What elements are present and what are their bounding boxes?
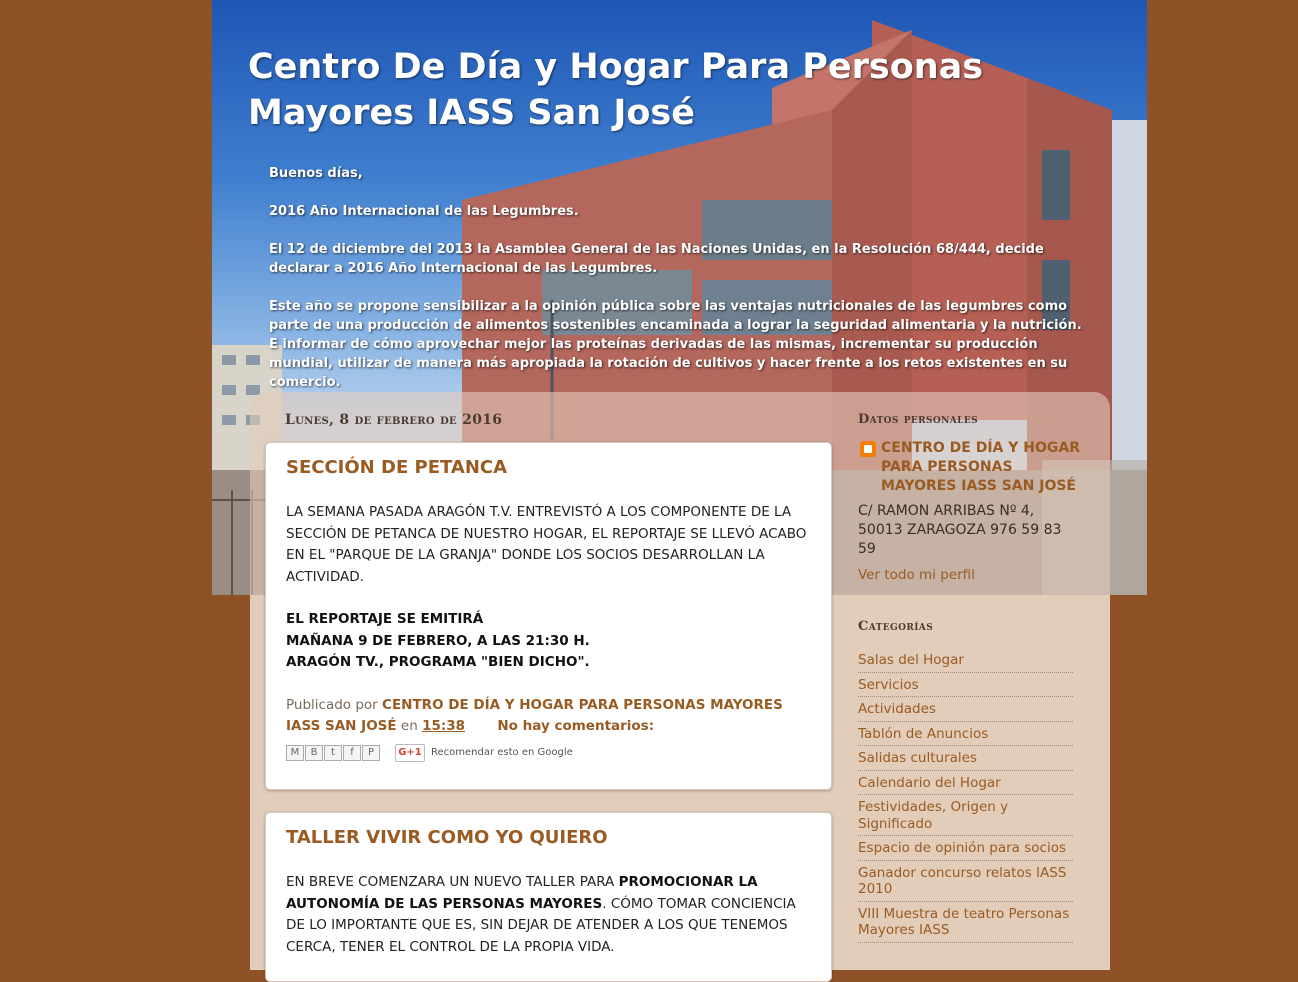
- category-link[interactable]: Actividades: [858, 701, 936, 717]
- sidebar: [858, 412, 1083, 943]
- category-item: [858, 697, 1073, 722]
- view-profile-link[interactable]: Ver todo mi perfil: [858, 567, 975, 583]
- page: [212, 0, 1147, 970]
- blog-description: [269, 164, 1094, 411]
- post-body: [286, 872, 811, 958]
- category-link[interactable]: Tablón de Anuncios: [858, 725, 989, 742]
- categories-widget-title: Categorías: [858, 619, 934, 634]
- category-link[interactable]: Salidas culturales: [858, 750, 978, 766]
- twitter-share-icon[interactable]: t: [324, 745, 342, 761]
- profile-widget-title: Datos personales: [858, 412, 979, 427]
- share-row: [286, 744, 811, 762]
- category-item: [858, 795, 1073, 836]
- category-link[interactable]: VIII Muestra de teatro Personas Mayores IASS: [858, 905, 1070, 938]
- at-label: en: [400, 718, 418, 734]
- category-item: [858, 836, 1073, 861]
- category-link[interactable]: Salas del Hogar: [858, 652, 964, 668]
- email-share-icon[interactable]: M: [286, 745, 304, 761]
- blog-title[interactable]: Centro De Día y Hogar Para Personas Mayores IASS San José: [248, 47, 984, 133]
- post-time-link[interactable]: 15:38: [422, 718, 466, 734]
- category-link[interactable]: Calendario del Hogar: [858, 774, 1001, 791]
- blogger-icon: [860, 441, 876, 457]
- category-item: [858, 861, 1073, 902]
- category-item: [858, 722, 1073, 747]
- published-by-label: Publicado por: [286, 696, 378, 713]
- post-text: EN BREVE COMENZARA UN NUEVO TALLER PARA: [286, 874, 619, 890]
- post: [265, 442, 832, 790]
- post-title[interactable]: SECCIÓN DE PETANCA: [286, 457, 508, 478]
- announcement-line: EL REPORTAJE SE EMITIRÁ: [286, 611, 484, 627]
- category-item: [858, 902, 1073, 943]
- profile-name-row: [858, 439, 1083, 496]
- profile-name-link[interactable]: CENTRO DE DÍA Y HOGAR PARA PERSONAS MAYORES IASS SAN JOSÉ: [881, 440, 1080, 494]
- post-footer: [286, 695, 811, 738]
- facebook-share-icon[interactable]: f: [343, 745, 361, 761]
- category-item: [858, 673, 1073, 698]
- categories-list: [858, 648, 1073, 943]
- desc-resolution: El 12 de diciembre del 2013 la Asamblea General de las Naciones Unidas, en la Resolución 68/444, decide declarar a 2016 Año Internacional de las Legumbres.: [269, 242, 1044, 276]
- category-link[interactable]: Festividades, Origen y Significado: [858, 799, 1009, 832]
- post-announcement: [286, 609, 811, 674]
- post-paragraph: [286, 872, 811, 958]
- announcement-line: MAÑANA 9 DE FEBRERO, A LAS 21:30 H.: [286, 632, 590, 649]
- blog-share-icon[interactable]: B: [305, 745, 323, 761]
- desc-greeting: Buenos días,: [269, 166, 363, 181]
- category-item: [858, 648, 1073, 673]
- post-body: [286, 502, 811, 674]
- recommend-text: Recomendar esto en Google: [431, 747, 573, 758]
- date-header: Lunes, 8 de febrero de 2016: [285, 412, 503, 428]
- profile-widget: [858, 412, 1083, 583]
- post-paragraph: LA SEMANA PASADA ARAGÓN T.V. ENTREVISTÓ A LOS COMPONENTE DE LA SECCIÓN DE PETANCA DE NUESTRO HOGAR, EL REPORTAJE SE LLEVÓ ACABO EN EL "PARQUE DE LA GRANJA" DONDE LOS SOCIOS DESARROLLAN LA ACTIVIDAD.: [286, 504, 807, 585]
- post-title[interactable]: TALLER VIVIR COMO YO QUIERO: [286, 827, 608, 848]
- google-plus-button[interactable]: G+1: [395, 744, 425, 762]
- profile-address: C/ RAMON ARRIBAS Nº 4, 50013 ZARAGOZA 976 59 83 59: [858, 503, 1062, 557]
- post-author-link[interactable]: CENTRO DE DÍA Y HOGAR PARA PERSONAS MAYORES IASS SAN JOSÉ: [286, 696, 783, 734]
- announcement-line: ARAGÓN TV., PROGRAMA "BIEN DICHO".: [286, 654, 590, 670]
- desc-year: 2016 Año Internacional de las Legumbres.: [269, 204, 579, 219]
- category-link[interactable]: Servicios: [858, 676, 919, 693]
- desc-purpose: Este año se propone sensibilizar a la opinión pública sobre las ventajas nutricionales de las legumbres como parte de una producción de alimentos sostenibles encaminada a lograr la seguridad alimentaria y la nutrición. E informar de cómo aprovechar mejor las proteínas derivadas de las mismas, incrementar su producción mundial, utilizar de manera más apropiada la rotación de cultivos y hacer frente a los retos existentes en su comercio.: [269, 299, 1082, 390]
- category-link[interactable]: Ganador concurso relatos IASS 2010: [858, 864, 1067, 897]
- categories-widget: [858, 619, 1083, 943]
- comments-link[interactable]: No hay comentarios:: [497, 718, 655, 734]
- pinterest-share-icon[interactable]: P: [362, 745, 380, 761]
- category-link[interactable]: Espacio de opinión para socios: [858, 840, 1067, 856]
- post-text-bold: PROMOCIONAR LA AUTONOMÍA DE LAS PERSONAS MAYORES: [286, 874, 758, 912]
- post: [265, 812, 832, 982]
- post-text: . CÓMO TOMAR CONCIENCIA DE LO IMPORTANTE QUE ES, SIN DEJAR DE ATENDER A LOS QUE TENEMOS CERCA, TENER EL CONTROL DE LA PROPIA VIDA.: [286, 895, 796, 955]
- category-item: [858, 771, 1073, 796]
- category-item: [858, 746, 1073, 771]
